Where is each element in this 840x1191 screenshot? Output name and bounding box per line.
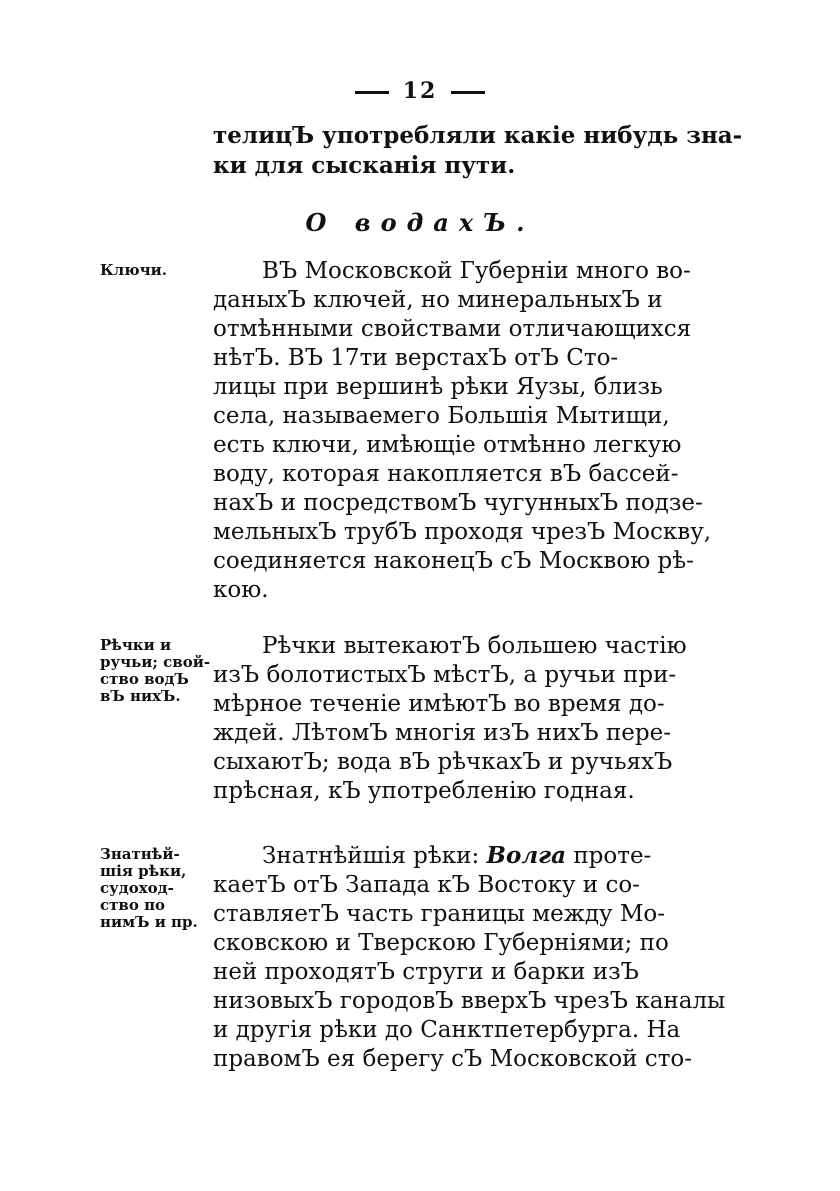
page-header	[0, 78, 840, 104]
paragraph-line: кою.	[213, 577, 269, 603]
margin-note-line: ство водЪ	[100, 670, 189, 688]
margin-note-line: ство по	[100, 896, 166, 914]
header-rule-left	[355, 91, 389, 94]
paragraph-line: села, называемего Большія Мытищи,	[213, 403, 670, 429]
margin-note-line: ручьи; свой-	[100, 653, 211, 671]
paragraph-line: правомЪ ея берегу сЪ Московской сто-	[213, 1046, 693, 1072]
paragraph-line: нахЪ и посредствомЪ чугунныхЪ подзе-	[213, 490, 703, 516]
river-name-volga: Волга	[486, 842, 567, 869]
paragraph-line: нѣтЪ. ВЪ 17ти верстахЪ отЪ Сто-	[213, 345, 619, 371]
paragraph-line: ждей. ЛѣтомЪ многія изЪ нихЪ пере-	[213, 720, 672, 746]
paragraph-line: воду, которая накопляется вЪ бассей-	[213, 461, 679, 487]
paragraph-line: ней проходятЪ струги и барки изЪ	[213, 959, 639, 985]
header-rule-right	[451, 91, 485, 94]
line-text: Знатнѣйшія рѣки:	[262, 843, 487, 869]
margin-note-line: шія рѣки,	[100, 862, 187, 880]
margin-note-line: нимЪ и пр.	[100, 913, 198, 931]
paragraph-line: изЪ болотистыхЪ мѣстЪ, а ручьи при-	[213, 662, 677, 688]
line-text: проте-	[566, 843, 652, 869]
margin-note-line: судоход-	[100, 879, 174, 897]
margin-note-streams	[100, 637, 210, 705]
margin-note-line: Знатнѣй-	[100, 845, 180, 863]
margin-note-rivers	[100, 846, 210, 931]
page-number: 12	[402, 78, 438, 104]
paragraph-line: мельныхЪ трубЪ проходя чрезЪ Москву,	[213, 519, 712, 545]
paragraph-line: отмѣнными свойствами отличающихся	[213, 316, 692, 342]
paragraph-line: сковскою и Тверскою Губерніями; по	[213, 930, 669, 956]
paragraph-line: есть ключи, имѣющіе отмѣнно легкую	[213, 432, 682, 458]
paragraph-line: и другія рѣки до Санктпетербурга. На	[213, 1017, 681, 1043]
paragraph-line: каетЪ отЪ Запада кЪ Востоку и со-	[213, 872, 640, 898]
intro-line: телицЪ употребляли какіе нибудь зна-	[213, 122, 743, 149]
margin-note-springs	[100, 262, 210, 279]
paragraph-line: ВЪ Московской Губерніи много во-	[262, 258, 691, 284]
paragraph-line: соединяется наконецЪ сЪ Москвою рѣ-	[213, 548, 694, 574]
intro-line: ки для сысканія пути.	[213, 152, 516, 179]
section-heading: О водахЪ.	[305, 208, 535, 237]
paragraph-line	[262, 841, 651, 871]
margin-note-line: вЪ нихЪ.	[100, 687, 181, 705]
paragraph-line: ставляетЪ часть границы между Мо-	[213, 901, 666, 927]
margin-note-line: Рѣчки и	[100, 636, 172, 654]
paragraph-line: лицы при вершинѣ рѣки Яузы, близь	[213, 374, 663, 400]
paragraph-line: даныхЪ ключей, но минеральныхЪ и	[213, 287, 663, 313]
paragraph-line: мѣрное теченіе имѣютЪ во время до-	[213, 691, 665, 717]
paragraph-line: низовыхЪ городовЪ вверхЪ чрезЪ каналы	[213, 988, 726, 1014]
paragraph-line: сыхаютЪ; вода вЪ рѣчкахЪ и ручьяхЪ	[213, 749, 673, 775]
paragraph-line: Рѣчки вытекаютЪ большею частію	[262, 633, 687, 659]
paragraph-line: прѣсная, кЪ употребленію годная.	[213, 778, 635, 804]
margin-note-line: Ключи.	[100, 261, 167, 279]
